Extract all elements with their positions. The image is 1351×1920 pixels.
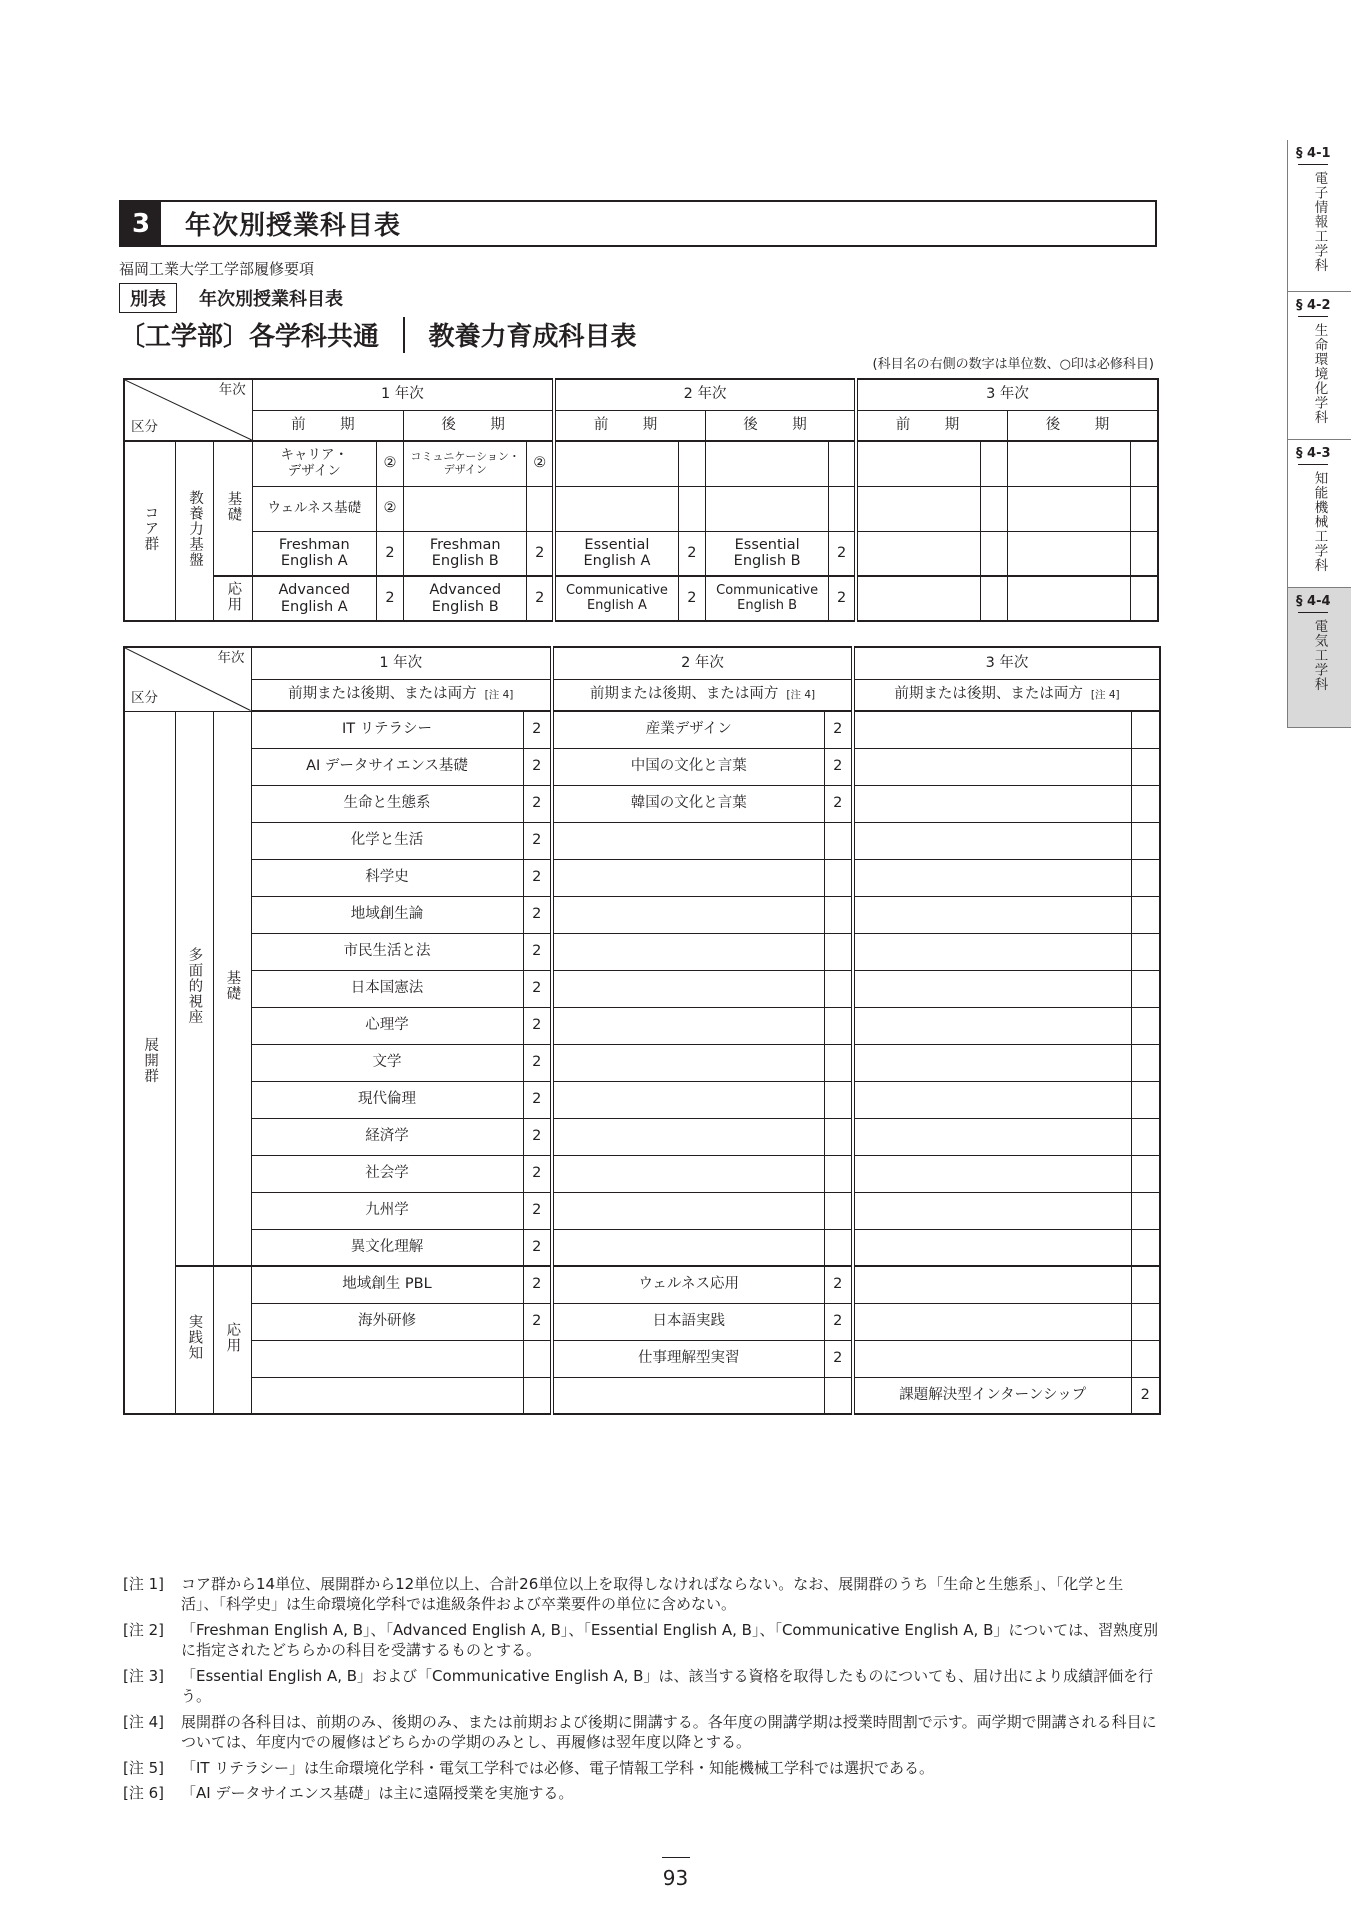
side-tab-number: § 4-2 <box>1296 298 1331 313</box>
course-name: 仕事理解型実習 <box>552 1340 824 1377</box>
course-name: Freshman English A <box>252 531 376 576</box>
notes <box>123 1575 1159 1810</box>
table-row <box>124 896 1160 933</box>
course-name: 市民生活と法 <box>251 933 523 970</box>
empty-cell <box>678 486 705 531</box>
course-name <box>853 748 1131 785</box>
section-side-tabs <box>1287 140 1351 728</box>
credit: 2 <box>523 1007 552 1044</box>
credit: 2 <box>523 822 552 859</box>
category-oyo: 応用 <box>213 1266 251 1414</box>
course-name <box>552 896 824 933</box>
course-name <box>552 822 824 859</box>
note-text: コア群から14単位、展開群から12単位以上、合計26単位以上を取得しなければならない。なお、展開群のうち「生命と生態系」、「化学と生活」、「科学史」は生命環境化学科では進級条件および卒業要件の単位に含めない。 <box>181 1575 1124 1613</box>
note-item <box>123 1784 1159 1804</box>
page-title-right: 教養力育成科目表 <box>428 322 637 352</box>
note-text: 展開群の各科目は、前期のみ、後期のみ、または前期および後期に開講する。各年度の開講学期は授業時間割で示す。両学期で開講される科目については、年度内での履修はどちらかの学期のみとし、再履修は翌年度以降とする。 <box>181 1712 1157 1751</box>
corner-kubun-label: 区分 <box>131 689 158 706</box>
note-item <box>123 1713 1159 1753</box>
course-name: Freshman English B <box>404 531 527 576</box>
credit: 2 <box>523 1266 552 1303</box>
term-header: 前 期 <box>856 410 1007 441</box>
note-text: 「IT リテラシー」は生命環境化学科・電気工学科では必修、電子情報工学科・知能機械工学科では選択である。 <box>181 1758 935 1777</box>
course-name <box>853 1007 1131 1044</box>
table-row <box>124 1377 1160 1414</box>
table2-corner <box>124 647 251 711</box>
course-name <box>552 1007 824 1044</box>
credit: 2 <box>824 748 853 785</box>
course-name <box>853 859 1131 896</box>
credit <box>1131 933 1160 970</box>
credit <box>1131 1229 1160 1266</box>
empty-cell <box>1131 486 1158 531</box>
side-tab-name: 知能機械工学科 <box>1311 471 1328 573</box>
course-name <box>853 1044 1131 1081</box>
empty-cell <box>678 441 705 486</box>
title-separator <box>403 317 405 353</box>
category-kiso: 基礎 <box>213 711 251 1266</box>
note-item <box>123 1575 1159 1615</box>
empty-cell <box>706 441 829 486</box>
table-row <box>124 1081 1160 1118</box>
empty-cell <box>1007 441 1130 486</box>
credit <box>523 1377 552 1414</box>
course-name <box>853 1192 1131 1229</box>
course-name: コミュニケーション・ デザイン <box>404 441 527 486</box>
credit <box>1131 1266 1160 1303</box>
empty-cell <box>829 486 856 531</box>
table-row <box>124 441 1158 486</box>
term-header: 前期または後期、または両方 [注 4] <box>853 679 1160 711</box>
note-item <box>123 1667 1159 1707</box>
course-name <box>552 1081 824 1118</box>
credit <box>824 859 853 896</box>
course-name <box>552 1229 824 1266</box>
note-text: 「AI データサイエンス基礎」は主に遠隔授業を実施する。 <box>181 1784 574 1803</box>
side-tab-3[interactable] <box>1287 440 1351 588</box>
credit <box>1131 1340 1160 1377</box>
table-row <box>124 1229 1160 1266</box>
course-name: 文学 <box>251 1044 523 1081</box>
year-header: 1 年次 <box>252 379 554 410</box>
course-name <box>853 785 1131 822</box>
credit: 2 <box>527 531 554 576</box>
course-name: 地域創生論 <box>251 896 523 933</box>
page-title-left: 〔工学部〕各学科共通 <box>119 322 380 352</box>
course-name: Communicative English A <box>554 576 678 621</box>
empty-cell <box>1131 531 1158 576</box>
subgroup-label: 多面的視座 <box>175 711 213 1266</box>
empty-cell <box>980 486 1007 531</box>
table-row <box>124 1118 1160 1155</box>
category-kiso: 基礎 <box>214 441 252 576</box>
empty-cell <box>856 576 980 621</box>
credit <box>1131 859 1160 896</box>
course-name <box>853 1081 1131 1118</box>
table-row <box>124 933 1160 970</box>
empty-cell <box>404 486 527 531</box>
credit: 2 <box>829 576 856 621</box>
note-text: 「Essential English A, B」および「Communicative English A, B」は、該当する資格を取得したものについても、届け出により成績評価を行う。 <box>181 1666 1154 1705</box>
credit: 2 <box>523 1303 552 1340</box>
credit <box>824 1155 853 1192</box>
credit <box>1131 1007 1160 1044</box>
credit <box>1131 748 1160 785</box>
credit: 2 <box>523 711 552 748</box>
course-name: 九州学 <box>251 1192 523 1229</box>
note-label: [注 5] <box>123 1758 165 1777</box>
credit: 2 <box>678 576 705 621</box>
course-name: 地域創生 PBL <box>251 1266 523 1303</box>
credit <box>824 1377 853 1414</box>
credit <box>523 1340 552 1377</box>
side-tab-4[interactable] <box>1287 588 1351 728</box>
credit <box>824 896 853 933</box>
table-row <box>124 486 1158 531</box>
note-label: [注 2] <box>123 1620 165 1639</box>
side-tab-name: 電子情報工学科 <box>1311 171 1328 273</box>
credit <box>1131 1155 1160 1192</box>
course-name <box>552 1155 824 1192</box>
credit <box>824 822 853 859</box>
note-item <box>123 1621 1159 1661</box>
credit: 2 <box>376 531 403 576</box>
credit <box>1131 1044 1160 1081</box>
course-name <box>552 1044 824 1081</box>
note-label: [注 6] <box>123 1784 165 1803</box>
course-name: 課題解決型インターンシップ <box>853 1377 1131 1414</box>
development-course-table <box>123 646 1161 1415</box>
credit: ② <box>527 441 554 486</box>
course-name <box>552 1118 824 1155</box>
credit: 2 <box>523 1192 552 1229</box>
section-header <box>119 200 1157 247</box>
course-name <box>552 933 824 970</box>
category-oyo: 応用 <box>214 576 252 621</box>
table-row <box>124 1155 1160 1192</box>
course-name: 現代倫理 <box>251 1081 523 1118</box>
credit <box>1131 1192 1160 1229</box>
credit: ② <box>376 486 403 531</box>
credit: 2 <box>527 576 554 621</box>
course-name <box>853 1266 1131 1303</box>
empty-cell <box>554 441 678 486</box>
empty-cell <box>829 441 856 486</box>
course-name: 心理学 <box>251 1007 523 1044</box>
credit: 2 <box>829 531 856 576</box>
credit: 2 <box>824 711 853 748</box>
table-row <box>124 748 1160 785</box>
course-name <box>853 822 1131 859</box>
side-tab-number: § 4-3 <box>1296 446 1331 461</box>
credit: 2 <box>523 785 552 822</box>
empty-cell <box>554 486 678 531</box>
course-name: 社会学 <box>251 1155 523 1192</box>
empty-cell <box>1131 576 1158 621</box>
note-item <box>123 1759 1159 1779</box>
credit <box>824 1044 853 1081</box>
credit: ② <box>376 441 403 486</box>
empty-cell <box>706 486 829 531</box>
credit <box>824 970 853 1007</box>
side-tab-name: 電気工学科 <box>1311 619 1328 692</box>
course-name <box>853 1229 1131 1266</box>
course-name: 産業デザイン <box>552 711 824 748</box>
year-header: 3 年次 <box>853 647 1160 679</box>
course-name <box>853 933 1131 970</box>
credit: 2 <box>523 1044 552 1081</box>
course-name: AI データサイエンス基礎 <box>251 748 523 785</box>
course-name <box>853 711 1131 748</box>
year-header: 1 年次 <box>251 647 552 679</box>
year-header: 2 年次 <box>554 379 856 410</box>
table-row <box>124 785 1160 822</box>
table-row <box>124 822 1160 859</box>
page-number-rule <box>662 1857 690 1858</box>
empty-cell <box>1007 486 1130 531</box>
course-name: Advanced English A <box>252 576 376 621</box>
course-name: 科学史 <box>251 859 523 896</box>
note-label: [注 3] <box>123 1666 165 1685</box>
table-row <box>124 1007 1160 1044</box>
empty-cell <box>527 486 554 531</box>
side-tab-2[interactable] <box>1287 292 1351 440</box>
credit: 2 <box>678 531 705 576</box>
empty-cell <box>856 531 980 576</box>
side-tab-number: § 4-4 <box>1296 594 1331 609</box>
credit: 2 <box>824 1303 853 1340</box>
credit <box>1131 822 1160 859</box>
source-line: 福岡工業大学工学部履修要項 <box>119 260 315 278</box>
course-name: Advanced English B <box>404 576 527 621</box>
course-name <box>853 1340 1131 1377</box>
course-name: 生命と生態系 <box>251 785 523 822</box>
course-name <box>853 1155 1131 1192</box>
table-row <box>124 711 1160 748</box>
credit: 2 <box>523 1229 552 1266</box>
note-label: [注 4] <box>123 1712 165 1731</box>
subgroup-label: 教養力基盤 <box>175 441 213 621</box>
empty-cell <box>1131 441 1158 486</box>
empty-cell <box>856 486 980 531</box>
section-number: 3 <box>121 202 161 245</box>
course-name <box>552 859 824 896</box>
credit <box>1131 896 1160 933</box>
group-label-core: コア群 <box>124 441 175 621</box>
beppyo-row <box>119 283 343 313</box>
note-label: [注 1] <box>123 1575 165 1593</box>
course-name: IT リテラシー <box>251 711 523 748</box>
empty-cell <box>1007 576 1130 621</box>
side-tab-rule <box>1298 612 1328 613</box>
course-name <box>552 1377 824 1414</box>
page-number: 93 <box>662 1866 689 1890</box>
course-name <box>853 896 1131 933</box>
credit: 2 <box>523 859 552 896</box>
credit: 2 <box>523 896 552 933</box>
table-row <box>124 1340 1160 1377</box>
credit <box>824 1118 853 1155</box>
side-tab-rule <box>1298 316 1328 317</box>
table1-corner <box>124 379 252 441</box>
empty-cell <box>980 441 1007 486</box>
corner-kubun-label: 区分 <box>131 419 158 436</box>
credit <box>1131 711 1160 748</box>
credit <box>824 1192 853 1229</box>
table-row <box>124 531 1158 576</box>
table2-body <box>124 711 1160 1414</box>
credit <box>1131 785 1160 822</box>
term-header: 前期または後期、または両方 [注 4] <box>251 679 552 711</box>
year-header: 3 年次 <box>856 379 1158 410</box>
course-name <box>853 970 1131 1007</box>
side-tab-name: 生命環境化学科 <box>1311 323 1328 425</box>
course-name: Essential English B <box>706 531 829 576</box>
side-tab-1[interactable] <box>1287 140 1351 292</box>
page-title <box>119 316 637 353</box>
term-header: 後 期 <box>1007 410 1158 441</box>
course-name: 異文化理解 <box>251 1229 523 1266</box>
course-name: 海外研修 <box>251 1303 523 1340</box>
course-name <box>251 1377 523 1414</box>
empty-cell <box>980 576 1007 621</box>
year-header: 2 年次 <box>552 647 853 679</box>
credit <box>1131 1303 1160 1340</box>
table-row <box>124 1303 1160 1340</box>
credit: 2 <box>523 970 552 1007</box>
credit <box>824 1081 853 1118</box>
credit <box>824 1007 853 1044</box>
table-row <box>124 1044 1160 1081</box>
credit: 2 <box>824 785 853 822</box>
credit <box>824 1229 853 1266</box>
note-text: 「Freshman English A, B」、「Advanced English A, B」、「Essential English A, B」、「Communicative English A, B」については、習熟度別に指定されたどちらかの科目を受講するものとする。 <box>181 1620 1159 1659</box>
empty-cell <box>980 531 1007 576</box>
course-name: Essential English A <box>554 531 678 576</box>
course-name: Communicative English B <box>706 576 829 621</box>
credit: 2 <box>523 933 552 970</box>
credit <box>1131 970 1160 1007</box>
credit <box>1131 1118 1160 1155</box>
course-name: 日本国憲法 <box>251 970 523 1007</box>
course-name: キャリア・ デザイン <box>252 441 376 486</box>
credit: 2 <box>523 1081 552 1118</box>
table-row <box>124 576 1158 621</box>
course-name: 化学と生活 <box>251 822 523 859</box>
course-name <box>853 1118 1131 1155</box>
credit: 2 <box>523 1118 552 1155</box>
table-row <box>124 970 1160 1007</box>
course-name: 韓国の文化と言葉 <box>552 785 824 822</box>
term-header: 後 期 <box>404 410 554 441</box>
empty-cell <box>1007 531 1130 576</box>
course-name <box>251 1340 523 1377</box>
side-tab-number: § 4-1 <box>1296 146 1331 161</box>
core-course-table <box>123 378 1159 622</box>
course-name: 中国の文化と言葉 <box>552 748 824 785</box>
credit: 2 <box>1131 1377 1160 1414</box>
course-name: ウェルネス基礎 <box>252 486 376 531</box>
credit: 2 <box>523 748 552 785</box>
side-tab-rule <box>1298 164 1328 165</box>
table-row <box>124 1266 1160 1303</box>
term-header: 前期または後期、または両方 [注 4] <box>552 679 853 711</box>
credit: 2 <box>376 576 403 621</box>
course-name <box>853 1303 1131 1340</box>
credit <box>1131 1081 1160 1118</box>
subgroup-label: 実践知 <box>175 1266 213 1414</box>
course-name: 経済学 <box>251 1118 523 1155</box>
beppyo-title: 年次別授業科目表 <box>199 289 343 310</box>
credit: 2 <box>824 1266 853 1303</box>
table-row <box>124 859 1160 896</box>
credit: 2 <box>824 1340 853 1377</box>
unit-note: (科目名の右側の数字は単位数、○印は必修科目) <box>872 357 1154 372</box>
credit <box>824 933 853 970</box>
course-name <box>552 1192 824 1229</box>
credit: 2 <box>523 1155 552 1192</box>
term-header: 後 期 <box>706 410 856 441</box>
course-name: 日本語実践 <box>552 1303 824 1340</box>
term-header: 前 期 <box>554 410 705 441</box>
empty-cell <box>856 441 980 486</box>
group-label-development: 展開群 <box>124 711 175 1414</box>
corner-year-label: 年次 <box>218 382 246 398</box>
table-row <box>124 1192 1160 1229</box>
corner-year-label: 年次 <box>217 650 245 666</box>
beppyo-label: 別表 <box>119 283 177 313</box>
course-name <box>552 970 824 1007</box>
side-tab-rule <box>1298 464 1328 465</box>
course-name: ウェルネス応用 <box>552 1266 824 1303</box>
term-header: 前 期 <box>252 410 403 441</box>
section-title: 年次別授業科目表 <box>185 211 402 241</box>
